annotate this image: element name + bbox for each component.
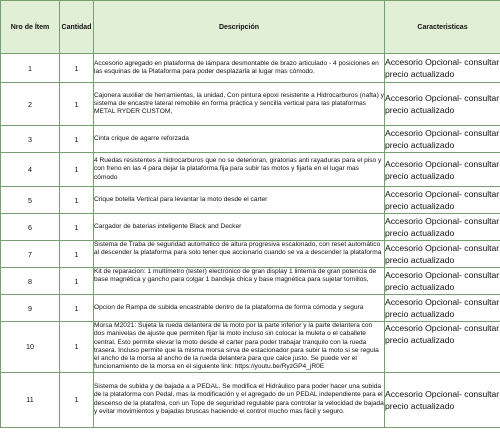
description-cell: Kit de reparacion: 1 multímetro (tester) electrónico de gran display 1 linterna de gran potencia de base magnética y gancho para colgar 1 bandeja chica y base magnética para sujetar tornillos, bbox=[94, 268, 385, 295]
description-cell: Cajonera auxiliar de herramientas, la unidad, Con pintura epoxi resistente a Hidrocarburos (nafta) y sistema de encastre lateral remobile en forma práctica y sencilla vertical para las plataformas METAL RYDER CUSTOM, bbox=[94, 83, 385, 126]
features-cell: Accesorio Opcional- consultar precio actualizado bbox=[385, 54, 500, 83]
table-row bbox=[1, 214, 500, 241]
table-row bbox=[1, 187, 500, 214]
quantity-cell: 1 bbox=[60, 126, 94, 153]
quantity-cell: 1 bbox=[60, 268, 94, 295]
description-cell: 4 Ruedas resistentes a hidrocarburos que no se deterioran, giratorias anti rayaduras para el piso y con freno en las 4 para dejar la plataforma fija para subir las motos y fijarla en el lugar mas cómodo bbox=[94, 153, 385, 187]
quantity-cell: 1 bbox=[60, 153, 94, 187]
table-row bbox=[1, 241, 500, 268]
item-number-cell: 8 bbox=[1, 268, 60, 295]
description-cell: Morsa M2021: Sujeta la rueda delantera de la moto por la parte inferior y la parte delantera con dos manivelas de ajuste que permiten fijar la moto incluso sin colocar la muleta o el caballete central. Esto permite elevar la moto desde el carter para poder trabajar tranquilo con la rueda trasera. Incluso permite que la misma morsa sirva de estacionador para subir la moto si se regula el ancho de la morsa al ancho de la rueda delantera para que calce justo. Se puede ver el funcionamiento de la morsa en el siguiente link: https://youtu.be/RyzGP4_jR0E bbox=[94, 322, 385, 373]
table-row bbox=[1, 372, 500, 427]
description-cell: Opcion de Rampa de subida encastrable dentro de la plataforma de forma cómoda y segura bbox=[94, 295, 385, 322]
quantity-cell: 1 bbox=[60, 322, 94, 373]
features-cell: Accesorio Opcional- consultar precio actualizado bbox=[385, 268, 500, 295]
quantity-cell: 1 bbox=[60, 295, 94, 322]
description-cell: Cinta crique de agarre reforzada bbox=[94, 126, 385, 153]
features-cell: Accesorio Opcional- consultar precio actualizado bbox=[385, 322, 500, 373]
table-row bbox=[1, 83, 500, 126]
header-features: Caracteristicas bbox=[385, 1, 500, 54]
table-row bbox=[1, 126, 500, 153]
description-cell: Accesorio agregado en plataforma de lámpara desmontable de brazo articulado - 4 posiciones en las esquinas de la Plataforma para poder desplazarla al lugar mas cómodo. bbox=[94, 54, 385, 83]
table-row bbox=[1, 295, 500, 322]
description-cell: Sistema de subida y de bajada a a PEDAL. Se modifica el Hidráulico para poder hacer una subida de la plataforma con Pedal, mas la modificación y el agregado de un PEDAL independiente para el descenso de la platafma, con un Tope de seguridad regulable para controlar la velocidad de bajada y evitar movimientos y bajadas bruscas haciendo el control mucho mas fácil y seguro. bbox=[94, 372, 385, 427]
quantity-cell: 1 bbox=[60, 214, 94, 241]
table-row bbox=[1, 268, 500, 295]
item-number-cell: 5 bbox=[1, 187, 60, 214]
description-cell: Cargador de baterias inteligente Black and Decker bbox=[94, 214, 385, 241]
features-cell: Accesorio Opcional- consultar precio actualizado bbox=[385, 372, 500, 427]
table-row bbox=[1, 322, 500, 373]
item-number-cell: 10 bbox=[1, 322, 60, 373]
features-cell: Accesorio Opcional- consultar precio actualizado bbox=[385, 153, 500, 187]
quantity-cell: 1 bbox=[60, 241, 94, 268]
description-cell: Crique botella Vertical para levantar la moto desde el carter bbox=[94, 187, 385, 214]
item-number-cell: 9 bbox=[1, 295, 60, 322]
item-number-cell: 7 bbox=[1, 241, 60, 268]
quantity-cell: 1 bbox=[60, 83, 94, 126]
item-number-cell: 1 bbox=[1, 54, 60, 83]
header-item-number: Nro de Ítem bbox=[1, 1, 60, 54]
table-row bbox=[1, 153, 500, 187]
header-description: Descripción bbox=[94, 1, 385, 54]
features-cell: Accesorio Opcional- consultar precio actualizado bbox=[385, 214, 500, 241]
item-number-cell: 6 bbox=[1, 214, 60, 241]
item-number-cell: 3 bbox=[1, 126, 60, 153]
header-quantity: Cantidad bbox=[60, 1, 94, 54]
table-row bbox=[1, 54, 500, 83]
item-number-cell: 11 bbox=[1, 372, 60, 427]
features-cell: Accesorio Opcional- consultar precio actualizado bbox=[385, 83, 500, 126]
quantity-cell: 1 bbox=[60, 372, 94, 427]
item-number-cell: 2 bbox=[1, 83, 60, 126]
features-cell: Accesorio Opcional- consultar precio actualizado bbox=[385, 241, 500, 268]
item-number-cell: 4 bbox=[1, 153, 60, 187]
features-cell: Accesorio Opcional- consultar precio actualizado bbox=[385, 295, 500, 322]
description-cell: Sistema de Traba de seguridad automatico de altura progresiva escalonado, con reset automático al descender la plataforma para solo tener que accionarlo cuando se va a descender la plataforma bbox=[94, 241, 385, 268]
header-row bbox=[1, 1, 500, 54]
quantity-cell: 1 bbox=[60, 187, 94, 214]
features-cell: Accesorio Opcional- consultar precio actualizado bbox=[385, 126, 500, 153]
features-cell: Accesorio Opcional- consultar precio actualizado bbox=[385, 187, 500, 214]
quantity-cell: 1 bbox=[60, 54, 94, 83]
